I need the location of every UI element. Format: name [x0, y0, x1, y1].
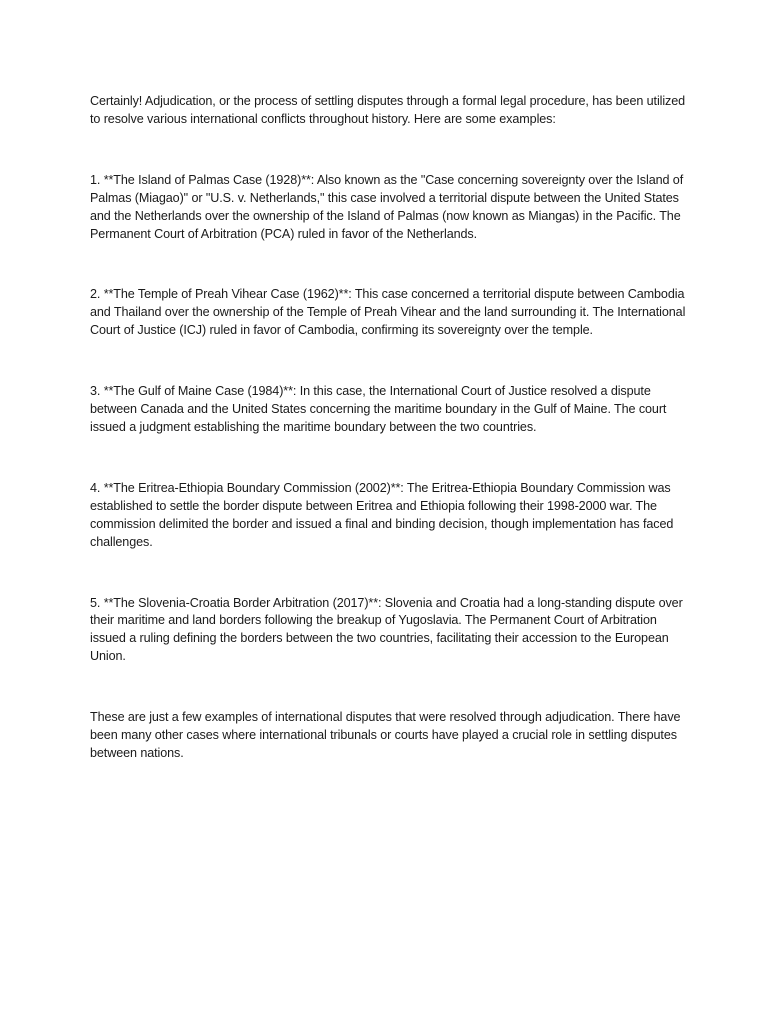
conclusion-paragraph: These are just a few examples of international disputes that were resolved through adjudication. There have been many other cases where international tribunals or courts have played a crucial role in settling disputes between nations.	[90, 710, 681, 760]
list-item-5: 5. **The Slovenia-Croatia Border Arbitration (2017)**: Slovenia and Croatia had a long-standing dispute over their maritime and land borders following the breakup of Yugoslavia. The Permanent Court of Arbitration issued a ruling defining the borders between the two countries, facilitating their accession to the European Union.	[90, 595, 683, 664]
list-item-1: 1. **The Island of Palmas Case (1928)**: Also known as the "Case concerning sovereignty over the Island of Palmas (Miagao)" or "U.S. v. Netherlands," this case involved a territorial dispute between the United States and the Netherlands over the ownership of the Island of Palmas (now known as Miangas) in the Pacific. The Permanent Court of Arbitration (PCA) ruled in favor of the Netherlands.	[90, 172, 684, 241]
list-item-2: 2. **The Temple of Preah Vihear Case (1962)**: This case concerned a territorial dispute between Cambodia and Thailand over the ownership of the Temple of Preah Vihear and the land surrounding it. The International Court of Justice (ICJ) ruled in favor of Cambodia, confirming its sovereignty over the temple.	[90, 287, 686, 338]
paragraph-spacer	[90, 243, 686, 286]
paragraph-spacer	[90, 340, 686, 383]
paragraph-spacer	[90, 552, 686, 595]
document-body	[90, 93, 686, 763]
list-item-4: 4. **The Eritrea-Ethiopia Boundary Commission (2002)**: The Eritrea-Ethiopia Boundary Commission was established to settle the border dispute between Eritrea and Ethiopia following their 1998-2000 war. The commission delimited the border and issued a final and binding decision, though implementation has faced challenges.	[90, 480, 674, 549]
intro-paragraph: Certainly! Adjudication, or the process of settling disputes through a formal legal procedure, has been utilized to resolve various international conflicts throughout history. Here are some examples:	[90, 94, 686, 126]
paragraph-spacer	[90, 666, 686, 709]
paragraph-spacer	[90, 129, 686, 172]
paragraph-spacer	[90, 437, 686, 480]
list-item-3: 3. **The Gulf of Maine Case (1984)**: In this case, the International Court of Justice resolved a dispute between Canada and the United States concerning the maritime boundary in the Gulf of Maine. The court issued a judgment establishing the maritime boundary between the two countries.	[90, 384, 667, 434]
